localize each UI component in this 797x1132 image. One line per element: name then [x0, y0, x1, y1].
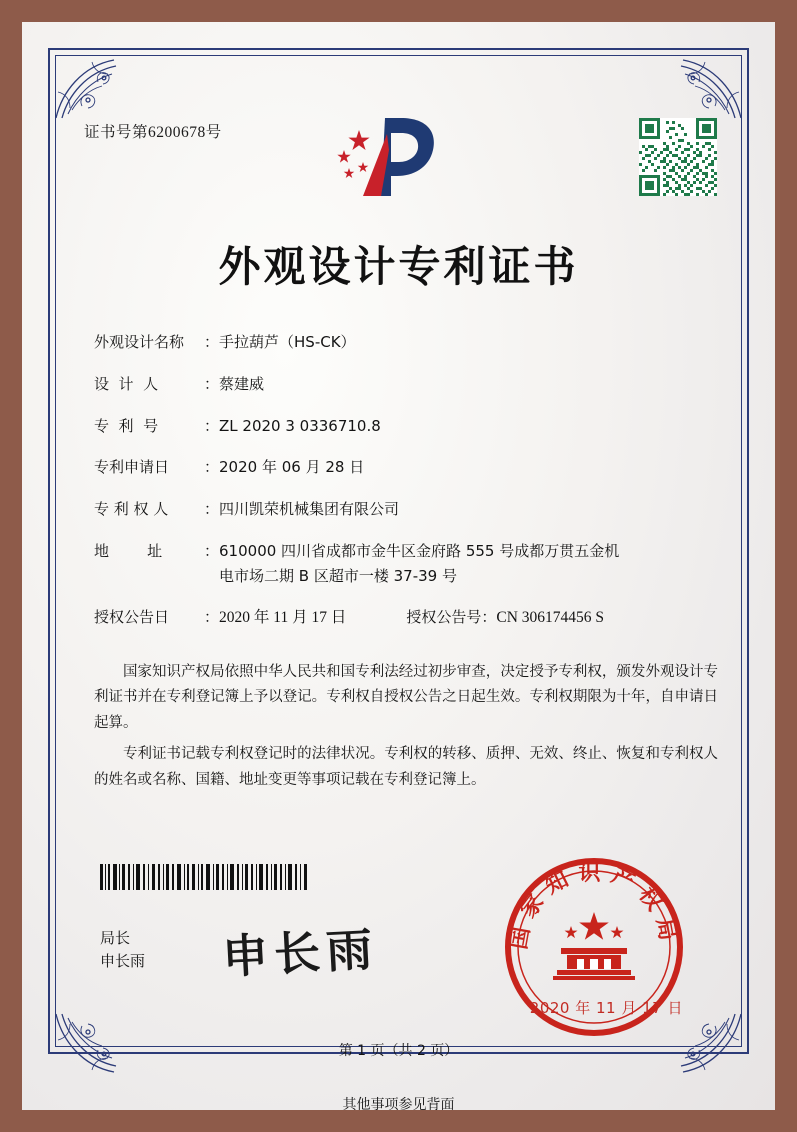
- field-colon: ：: [204, 333, 220, 351]
- publication-number-value: CN 306174456 S: [496, 609, 605, 627]
- publication-date-colon: ：: [204, 608, 220, 627]
- field-application-date: [94, 457, 714, 479]
- barcode-icon: [100, 864, 310, 890]
- field-address: [94, 541, 714, 588]
- certificate-paper: [22, 22, 775, 1110]
- publication-number-colon: ：: [481, 608, 497, 627]
- publication-date-label: 授权公告日: [94, 608, 170, 627]
- publication-date-value: 2020 年 11 月 17 日: [219, 609, 347, 627]
- field-list: [94, 332, 714, 650]
- paragraph-2: 专利证书记载专利权登记时的法律状况。专利权的转移、质押、无效、终止、恢复和专利权人的姓名或名称、国籍、地址变更等事项记载在专利登记簿上。: [94, 746, 718, 788]
- qr-code-icon: [639, 118, 717, 196]
- field-value: 蔡建威: [219, 374, 265, 393]
- field-label: 设 计 人: [94, 374, 159, 393]
- field-colon: ：: [204, 458, 220, 477]
- footer-note: 其他事项参见背面: [342, 1097, 455, 1113]
- field-value-line1: 610000 四川省成都市金牛区金府路 555 号成都万贯五金机: [219, 541, 620, 560]
- handwritten-signature: 申长雨: [220, 921, 380, 985]
- certificate-number: 证书号第6200678号: [84, 124, 222, 141]
- patent-office-logo-icon: [329, 110, 469, 202]
- field-colon: ：: [204, 374, 220, 393]
- corner-ornament-top-left: [52, 52, 138, 122]
- page-title: 外观设计专利证书: [218, 242, 579, 291]
- corner-ornament-top-right: [659, 52, 745, 122]
- publication-number-label: 授权公告号: [406, 608, 482, 627]
- field-value: 2020 年 06 月 28 日: [219, 458, 365, 477]
- legal-text: [94, 660, 718, 799]
- field-value-line2: 电市场二期 B 区超市一楼 37-39 号: [219, 566, 457, 585]
- field-value: ZL 2020 3 0336710.8: [219, 416, 381, 435]
- director-block: [100, 927, 145, 974]
- field-colon: ：: [204, 541, 220, 560]
- field-publication: [94, 607, 714, 629]
- field-designer: [94, 374, 714, 396]
- field-patent-number: [94, 416, 714, 438]
- field-value-wrapper: [219, 541, 714, 588]
- field-label: 地 址: [94, 541, 163, 560]
- field-value: 四川凯荣机械集团有限公司: [219, 500, 400, 518]
- director-label: 局长: [100, 929, 131, 947]
- field-value: 手拉葫芦（HS-CK）: [219, 333, 356, 351]
- field-colon: ：: [204, 416, 220, 435]
- field-label: 专 利 权 人: [94, 500, 169, 518]
- field-patentee: [94, 499, 714, 521]
- field-colon: ：: [204, 500, 220, 518]
- paragraph-1: 国家知识产权局依照中华人民共和国专利法经过初步审查，决定授予专利权，颁发外观设计专利证书并在专利登记簿上予以登记。专利权自授权公告之日起生效。专利权期限为十年，自申请日起算。: [94, 664, 718, 731]
- svg-text:国家知识产权局: 国家知识产权局: [506, 861, 682, 952]
- field-label: 专 利 号: [94, 416, 159, 435]
- seal-date: 2020 年 11 月 17 日: [529, 999, 683, 1017]
- field-label: 专利申请日: [94, 458, 170, 477]
- page-number: 第 1 页（共 2 页）: [338, 1043, 459, 1059]
- field-design-name: [94, 332, 714, 354]
- field-label: 外观设计名称: [94, 333, 185, 351]
- director-name: 申长雨: [100, 952, 146, 971]
